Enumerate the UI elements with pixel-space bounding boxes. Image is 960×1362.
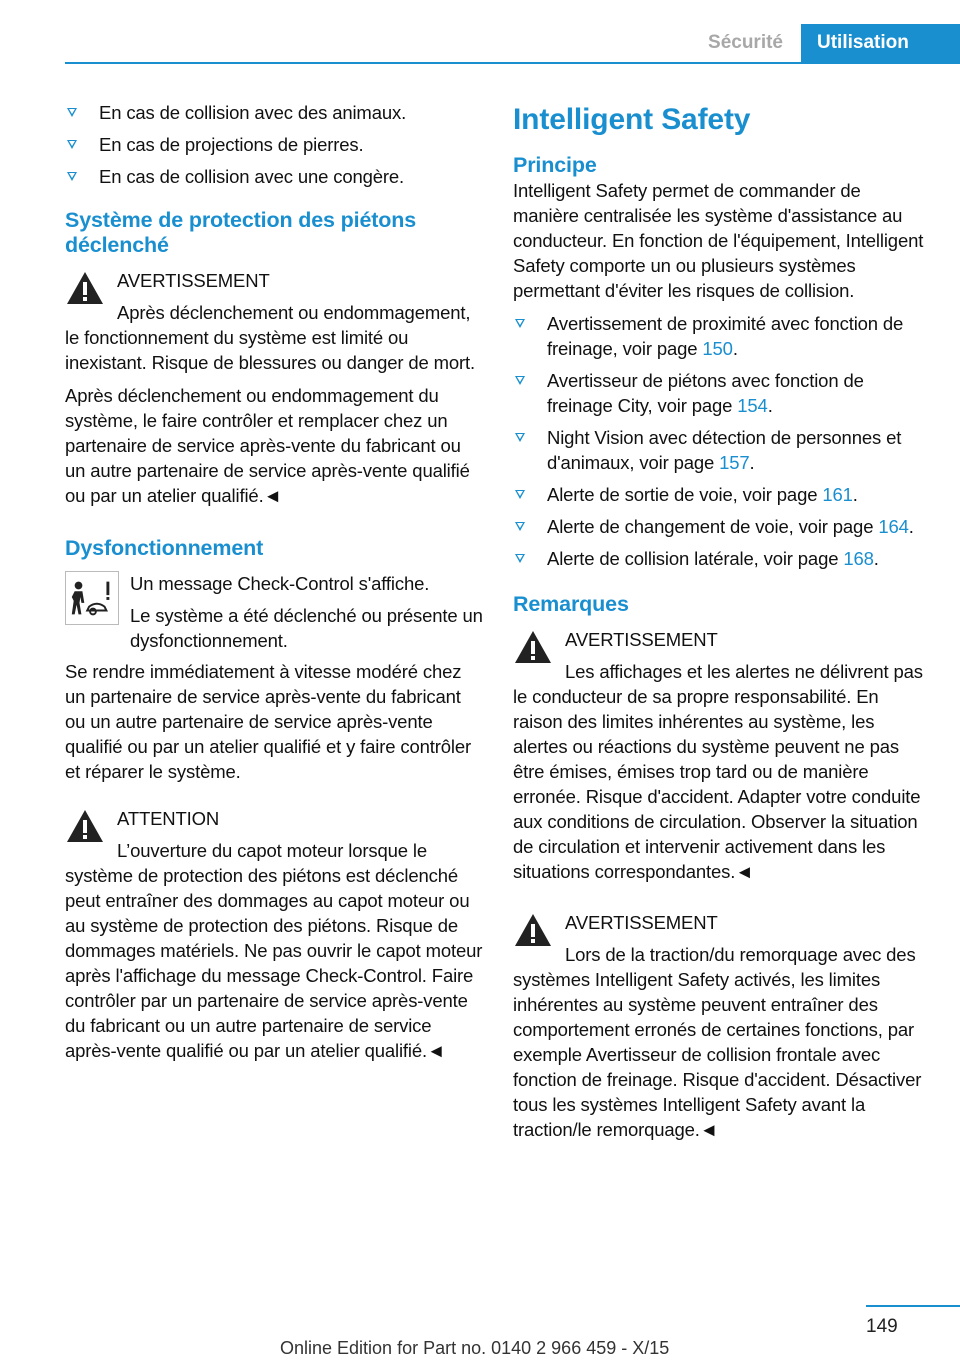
footer-divider [866,1305,960,1307]
page-link[interactable]: 150 [702,338,733,359]
warning-label: AVERTISSEMENT [565,912,718,933]
triangle-bullet-icon [65,132,83,157]
footer-edition: Online Edition for Part no. 0140 2 966 459 - X/15 [280,1338,670,1358]
check-control-description: Le système a été déclenché ou présente un dysfonctionnement. [130,605,483,651]
page-link[interactable]: 154 [737,395,768,416]
triangle-bullet-icon [513,482,531,507]
principle-text: Intelligent Safety permet de commander de manière centralisée les système d'assistance au conducteur. En fonction de l'équipement, Intelligent Safety comporte un ou plusieurs systèmes permettant d'éviter les risques de collision. [513,180,924,301]
warning-text: Après déclenchement ou endommagement, le fonctionnement du système est limité ou inexistant. Risque de blessures ou danger de mort. [65,302,476,373]
triangle-bullet-icon [513,546,531,571]
attention-text: L’ouverture du capot moteur lorsque le système de protection des piétons est déclenché peut entraîner des dommages au capot moteur ou au système de protection des piétons. Risque de dommages matériels. Ne pas ouvrir le capot moteur après l'affichage du message Check-Control. Faire contrôler par un partenaire de service après-vente du fabricant ou un autre partenaire de service après-vente qualifié ou par un atelier qualifié.◄ [65,840,483,1061]
page-number: 149 [866,1316,898,1337]
warning-triangle-icon [513,629,553,665]
warning-box [513,627,931,884]
warning-triangle-icon [65,808,105,844]
page-title: Intelligent Safety [513,103,751,136]
page-link[interactable]: 164 [878,516,909,537]
page-link[interactable]: 157 [719,452,750,473]
bullet-list [65,100,483,189]
warning-box [513,910,931,1142]
list-item: Alerte de collision latérale, voir page 168. [513,546,931,571]
tab-utilisation[interactable]: Utilisation [801,24,960,62]
page-header [65,24,960,64]
warning-box [65,268,483,375]
warning-triangle-icon [513,912,553,948]
attention-label: ATTENTION [117,808,220,829]
list-item: Avertisseur de piétons avec fonction de freinage City, voir page 154. [513,368,931,418]
triangle-bullet-icon [513,425,531,450]
list-item: En cas de collision avec des animaux. [65,100,483,125]
check-control-message: Un message Check-Control s'affiche. [130,573,430,594]
pedestrian-protection-icon [65,571,119,625]
paragraph: Se rendre immédiatement à vitesse modéré chez un partenaire de service après-vente du fabricant ou un autre partenaire de service après-vente qualifié ou par un atelier qualifié et y faire contrôler et réparer le système. [65,661,472,782]
triangle-bullet-icon [513,514,531,539]
check-control-block [65,571,483,653]
attention-box [65,806,483,1063]
warning-label: AVERTISSEMENT [117,270,270,291]
warning-text: Les affichages et les alertes ne délivrent pas le conducteur de sa propre responsabilité. En raison des limites inhérentes au système, les alertes ou réactions du système peuvent ne pas être émises, émises trop tard ou de manière erronée. Risque d'accident. Adapter votre conduite aux conditions de circulation. Observer la situation de circulation et intervenir activement dans les situations correspondantes.◄ [513,661,923,882]
section-title-malfunction: Dysfonctionnement [65,536,264,560]
warning-triangle-icon [65,270,105,306]
list-item: En cas de projections de pierres. [65,132,483,157]
list-item: Night Vision avec détection de personnes et d'animaux, voir page 157. [513,425,931,475]
section-title-principle: Principe [513,153,597,177]
right-column [513,100,931,1150]
paragraph: Après déclenchement ou endommagement du système, le faire contrôler et remplacer chez un partenaire de service après-vente du fabricant ou un autre partenaire de service après-vente qualifié ou par un atelier qualifié.◄ [65,385,470,506]
warning-text: Lors de la traction/du remorquage avec des systèmes Intelligent Safety activés, les limites inhérentes au système peuvent entraîner des comportement erronés de certaines fonctions, par exemple Avertisseur de collision frontale avec fonction de freinage. Risque d'accident. Désactiver tous les systèmes Intelligent Safety avant la traction/le remorquage.◄ [513,944,922,1140]
triangle-bullet-icon [513,311,531,336]
left-column [65,100,483,1071]
tab-securite[interactable]: Sécurité [708,32,783,53]
list-item: Alerte de sortie de voie, voir page 161. [513,482,931,507]
triangle-bullet-icon [65,164,83,189]
warning-label: AVERTISSEMENT [565,629,718,650]
section-title-pedestrian-protection: Système de protection des piétons déclenché [65,208,417,257]
list-item: En cas de collision avec une congère. [65,164,483,189]
triangle-bullet-icon [65,100,83,125]
system-list [513,311,931,571]
section-title-remarks: Remarques [513,592,629,616]
triangle-bullet-icon [513,368,531,393]
page-link[interactable]: 168 [843,548,874,569]
page-link[interactable]: 161 [822,484,853,505]
list-item: Alerte de changement de voie, voir page 164. [513,514,931,539]
list-item: Avertissement de proximité avec fonction de freinage, voir page 150. [513,311,931,361]
